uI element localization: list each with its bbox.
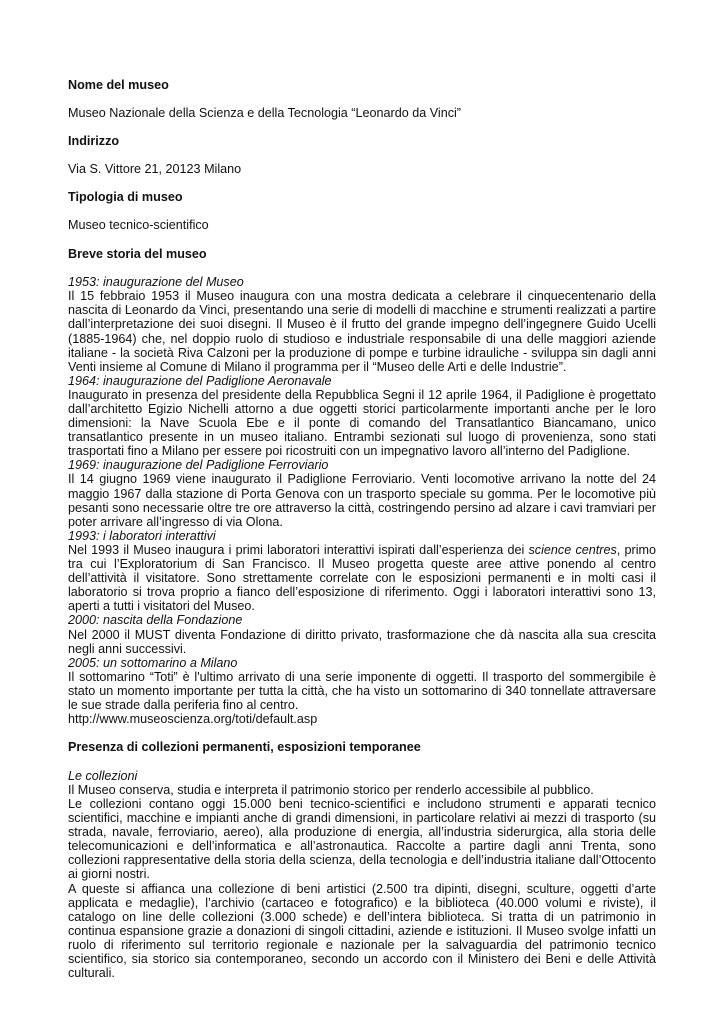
museum-type-value: Museo tecnico-scientifico [68,218,209,233]
history-2005-title: 2005: un sottomarino a Milano [68,655,238,670]
history-1969-text: Il 14 giugno 1969 viene inaugurato il Padiglione Ferroviario. Venti locomotive arrivano la notte del 24 maggio 1967 dalla stazione di Porta Genova con un trasporto speciale su gomma. Per le locomotive più pesanti sono necessarie oltre tre ore attraverso la città, costringendo persino ad alzare i cavi tramviari per poter arrivare all’ingresso di via Olona. [68,472,656,529]
heading-museum-type: Tipologia di museo [68,190,183,205]
history-1993-title: 1993: i laboratori interattivi [68,528,216,543]
history-1993-text-a: Nel 1993 il Museo inaugura i primi laboratori interattivi ispirati dall’esperienza dei [68,542,529,557]
history-2005-text: Il sottomarino “Toti” è l'ultimo arrivato di una serie imponente di oggetti. Il trasporto del sommergibile è stato un momento importante per tutta la città, che ha visto un sottomarino di 340 tonnellate attraversare le sue strade dalla periferia fino al centro. [68,669,656,712]
history-2000-title: 2000: nascita della Fondazione [68,613,243,628]
collections-paragraph-2: Le collezioni contano oggi 15.000 beni tecnico-scientifici e includono strumenti e apparati tecnico scientifici, macchine e impianti anche di grandi dimensioni, in particolare relativi ai mezzi di trasporto (su strada, navale, ferroviario, aereo), alla produzione di energia, all’industria siderurgica, alla storia delle telecomunicazioni e dell’informatica e all’astronautica. Raccolte a partire dagli anni Trenta, sono collezioni rappresentative della storia della scienza, della tecnologia e dell’industria italiane dall’Ottocento ai giorni nostri. [68,796,656,882]
history-1993-text-em: science centres [528,542,617,557]
document-page [68,78,656,980]
history-1953-title: 1953: inaugurazione del Museo [68,275,244,290]
heading-address: Indirizzo [68,134,120,149]
collections-paragraph-3: A queste si affianca una collezione di beni artistici (2.500 tra dipinti, disegni, sculture, oggetti d’arte applicata e medaglie), l’archivio (cartaceo e fotografico) e la biblioteca (40.000 volumi e riviste), il catalogo on line delle collezioni (3.000 schede) e dell’intera biblioteca. Si tratta di un patrimonio in continua espansione grazie a donazioni di singoli cittadini, aziende e istituzioni. Il Museo svolge infatti un ruolo di riferimento sul territorio regionale e nazionale per la salvaguardia del patrimonio tecnico scientifico, sia storico sia contemporaneo, secondo un accordo con il Ministero dei Beni e delle Attività culturali. [68,881,656,981]
history-1993-text [68,543,656,613]
collections-title: Le collezioni [68,768,138,783]
history-link[interactable]: http://www.museoscienza.org/toti/default.asp [68,712,318,727]
heading-collections: Presenza di collezioni permanenti, esposizioni temporanee [68,740,421,755]
history-1969-title: 1969: inaugurazione del Padiglione Ferroviario [68,458,329,473]
history-1953-text: Il 15 febbraio 1953 il Museo inaugura con una mostra dedicata a celebrare il cinquecentenario della nascita di Leonardo da Vinci, presentando una serie di modelli di macchine e strumenti realizzati a partire dall’interpretazione dei suoi disegni. Il Museo è il frutto del grande impegno dell’ingegnere Guido Ucelli (1885-1964) che, nel doppio ruolo di studioso e industriale responsabile di una delle maggiori aziende italiane - la società Riva Calzoni per la produzione di pompe e turbine idrauliche - sviluppa sin dagli anni Venti insieme al Comune di Milano il programma per il “Museo delle Arti e delle Industrie”. [68,289,656,374]
history-1964-title: 1964: inaugurazione del Padiglione Aeronavale [68,373,332,388]
heading-museum-name: Nome del museo [68,78,169,92]
heading-history: Breve storia del museo [68,246,207,261]
history-2000-text: Nel 2000 il MUST diventa Fondazione di diritto privato, trasformazione che dà nascita alla sua crescita negli anni successivi. [68,627,656,656]
history-1993-text-b: , primo tra cui l’Exploratorium di San Francisco. Il Museo progetta queste aree attive ponendo al centro dell’attività il visitatore. Sono strettamente correlate con le esposizioni permanenti e in molti casi il laboratorio si trova proprio a fianco dell’esposizione di riferimento. Oggi i laboratori interattivi sono 13, aperti a tutti i visitatori del Museo. [68,542,656,614]
address-value: Via S. Vittore 21, 20123 Milano [68,162,242,177]
museum-name-value: Museo Nazionale della Scienza e della Tecnologia “Leonardo da Vinci” [68,106,461,121]
history-1964-text: Inaugurato in presenza del presidente della Repubblica Segni il 12 aprile 1964, il Padiglione è progettato dall’architetto Egizio Nichelli attorno a due oggetti storici particolarmente importanti anche per le loro dimensioni: la Nave Scuola Ebe e il ponte di comando del Transatlantico Biancamano, unico transatlantico presente in un museo italiano. Entrambi sezionati sul luogo di provenienza, sono stati trasportati fino a Milano per essere poi ricostruiti con un impegnativo lavoro all’interno del Padiglione. [68,387,656,459]
collections-paragraph-1: Il Museo conserva, studia e interpreta il patrimonio storico per renderlo accessibile al pubblico. [68,782,594,797]
